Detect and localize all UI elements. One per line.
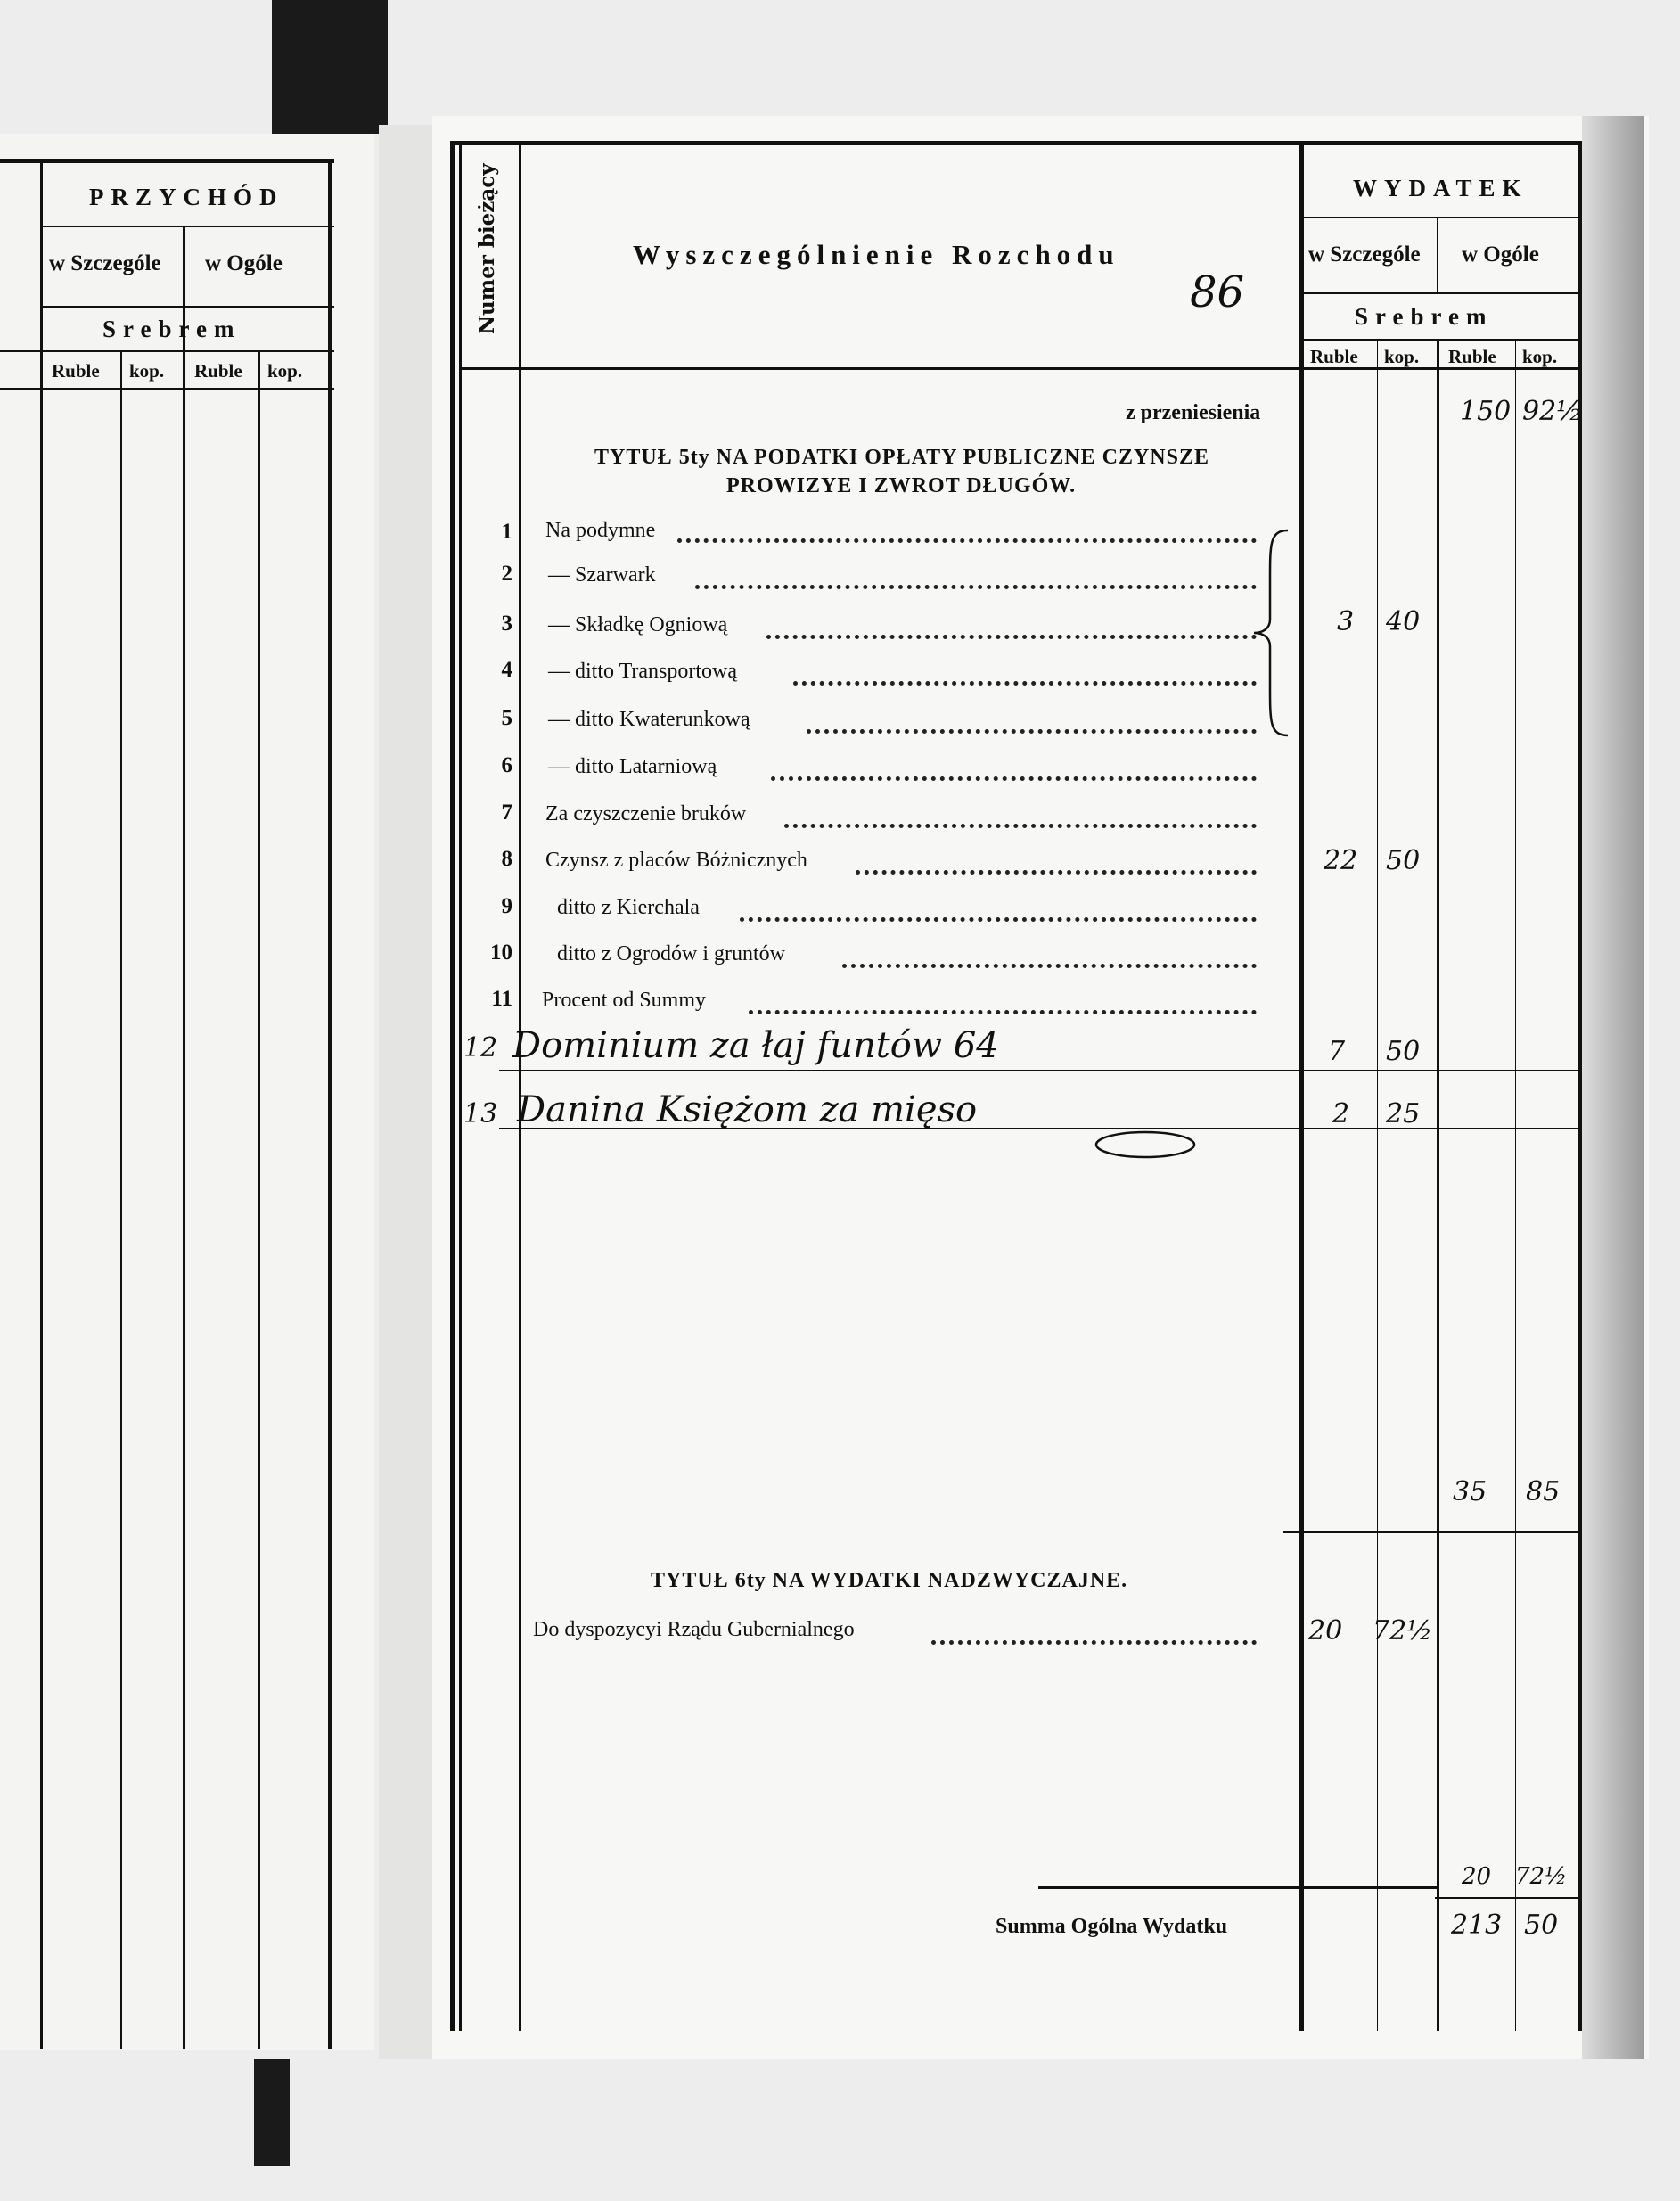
expense-sub-rubles-2: Ruble <box>1448 346 1496 367</box>
col-rubles-1 <box>1377 339 1378 2031</box>
item-leader <box>784 824 1257 828</box>
item-number: 7 <box>501 801 512 825</box>
page-edge-shadow <box>1582 116 1644 2059</box>
item-leader <box>771 776 1257 781</box>
item-label: — Składkę Ogniową <box>548 613 728 636</box>
item-number: 4 <box>501 658 512 682</box>
left-page <box>0 134 374 2050</box>
handwritten-number: 12 <box>463 1032 498 1064</box>
expense-sub-rubles-1: Ruble <box>1310 346 1358 367</box>
item-number: 1 <box>501 520 512 544</box>
item-number: 9 <box>501 894 512 918</box>
item-label: ditto z Kierchala <box>557 896 700 919</box>
frame-top <box>450 141 1582 145</box>
item-label: Czynsz z placów Bóżnicznych <box>545 849 807 872</box>
item-kop: 50 <box>1386 845 1421 876</box>
item-rubles: 22 <box>1324 845 1358 876</box>
left-vline-d <box>258 352 260 2049</box>
item-label: — ditto Kwaterunkową <box>548 708 750 731</box>
grand-total-rubles: 213 <box>1451 1909 1503 1941</box>
left-rule-3 <box>0 350 334 352</box>
item-number: 3 <box>501 612 512 636</box>
item-number: 10 <box>490 940 512 965</box>
item-label: — ditto Latarniową <box>548 755 717 778</box>
page-gutter <box>379 125 432 2059</box>
left-sub-kop-2: kop. <box>267 360 303 382</box>
left-vline-a <box>40 159 43 2049</box>
section5-total-kop: 85 <box>1526 1476 1561 1507</box>
handwritten-kop: 25 <box>1386 1098 1421 1129</box>
grand-total-label: Summa Ogólna Wydatku <box>996 1915 1228 1938</box>
expense-sub-kop-2: kop. <box>1522 346 1558 367</box>
col-description-label: Wyszczególnienie Rozchodu <box>633 239 1120 270</box>
expense-currency: Srebrem <box>1355 303 1494 330</box>
left-vline-c <box>183 226 185 2049</box>
section5-total-rubles: 35 <box>1453 1476 1487 1507</box>
left-sub-rubles-1: Ruble <box>52 360 100 382</box>
section6-total-kop: 72½ <box>1515 1863 1568 1890</box>
col-number-label: Numer bieżący <box>475 163 499 334</box>
expense-cols-rule <box>1301 292 1578 294</box>
left-rule-1 <box>40 226 334 227</box>
item-label: — ditto Transportową <box>548 660 738 683</box>
item-rubles: 3 <box>1337 606 1355 637</box>
section6-kop: 72½ <box>1373 1615 1433 1647</box>
left-vline-b <box>120 352 122 2049</box>
item-leader <box>695 585 1257 589</box>
left-title: PRZYCHÓD <box>89 184 284 210</box>
item-number: 8 <box>501 847 512 871</box>
grand-total-top-rule <box>1435 1897 1578 1899</box>
expense-sub-kop-1: kop. <box>1384 346 1420 367</box>
left-col-detail: w Szczególe <box>49 251 161 275</box>
item-leader <box>749 1010 1257 1014</box>
section5-title-line1: TYTUŁ 5ty NA PODATKI OPŁATY PUBLICZNE CZYNSZE <box>594 446 1209 469</box>
section6-item-label: Do dyspozycyi Rządu Gubernialnego <box>533 1618 855 1641</box>
handwritten-rubles: 7 <box>1328 1036 1346 1067</box>
left-sub-kop-1: kop. <box>129 360 165 382</box>
item-leader <box>766 635 1257 639</box>
item-number: 11 <box>491 987 512 1011</box>
item-kop: 40 <box>1386 606 1421 637</box>
left-col-total: w Ogóle <box>205 251 283 275</box>
carried-over-label: z przeniesienia <box>1126 401 1261 424</box>
left-vline-e <box>328 159 332 2049</box>
handwritten-rule <box>499 1070 1578 1071</box>
item-number: 2 <box>501 562 512 586</box>
currency-rule <box>1301 339 1578 341</box>
col-rubles-2 <box>1515 339 1516 2031</box>
item-label: Procent od Summy <box>542 989 706 1012</box>
item-number: 6 <box>501 753 512 777</box>
grand-total-kop: 50 <box>1524 1909 1559 1941</box>
flourish-mark <box>1092 1125 1199 1170</box>
binding-shadow-top <box>272 0 388 134</box>
left-currency: Srebrem <box>102 316 242 342</box>
left-rule-4 <box>0 388 334 390</box>
handwritten-kop: 50 <box>1386 1036 1421 1067</box>
section6-total-rule <box>1038 1886 1439 1889</box>
item-label: Za czyszczenie bruków <box>545 802 747 825</box>
item-leader <box>842 964 1257 968</box>
col-number-divider <box>519 143 521 2031</box>
section6-title: TYTUŁ 6ty NA WYDATKI NADZWYCZAJNE. <box>651 1569 1128 1592</box>
section6-rubles: 20 <box>1308 1615 1343 1647</box>
expense-title-rule <box>1301 217 1578 218</box>
expense-col-total: w Ogóle <box>1462 242 1539 267</box>
section6-total-rubles: 20 <box>1462 1863 1492 1890</box>
section-divider-rule <box>1283 1531 1578 1533</box>
frame-left <box>450 141 455 2031</box>
left-top-rule <box>0 159 334 163</box>
handwritten-rubles: 2 <box>1332 1098 1350 1129</box>
expense-col-detail: w Szczególe <box>1308 242 1421 267</box>
item-leader <box>793 681 1257 686</box>
item-leader <box>677 538 1257 543</box>
expense-title: WYDATEK <box>1353 175 1528 201</box>
col-desc-divider <box>1299 143 1304 2031</box>
section5-title-line2: PROWIZYE I ZWROT DŁUGÓW. <box>726 474 1077 497</box>
left-rule-2 <box>40 306 334 308</box>
page-number: 86 <box>1190 267 1245 317</box>
frame-left-inner <box>459 141 462 2031</box>
handwritten-label: Dominium za łaj funtów 64 <box>512 1025 999 1066</box>
item-leader <box>856 870 1257 875</box>
left-sub-rubles-2: Ruble <box>194 360 242 382</box>
handwritten-number: 13 <box>463 1098 498 1129</box>
item-leader <box>740 917 1257 922</box>
item-label: Na podymne <box>545 519 656 542</box>
detail-total-divider <box>1437 217 1438 292</box>
carried-over-kop: 92½ <box>1522 396 1583 427</box>
item-leader <box>931 1640 1257 1645</box>
col-kop-1 <box>1437 339 1439 2031</box>
brace-mark <box>1252 526 1297 740</box>
item-number: 5 <box>501 706 512 730</box>
item-label: — Szarwark <box>548 563 656 587</box>
item-leader <box>807 729 1257 734</box>
carried-over-rubles: 150 <box>1460 396 1512 427</box>
handwritten-label: Danina Księżom za mięso <box>517 1089 978 1130</box>
binding-shadow-bottom <box>254 2059 290 2166</box>
item-label: ditto z Ogrodów i gruntów <box>557 942 785 965</box>
